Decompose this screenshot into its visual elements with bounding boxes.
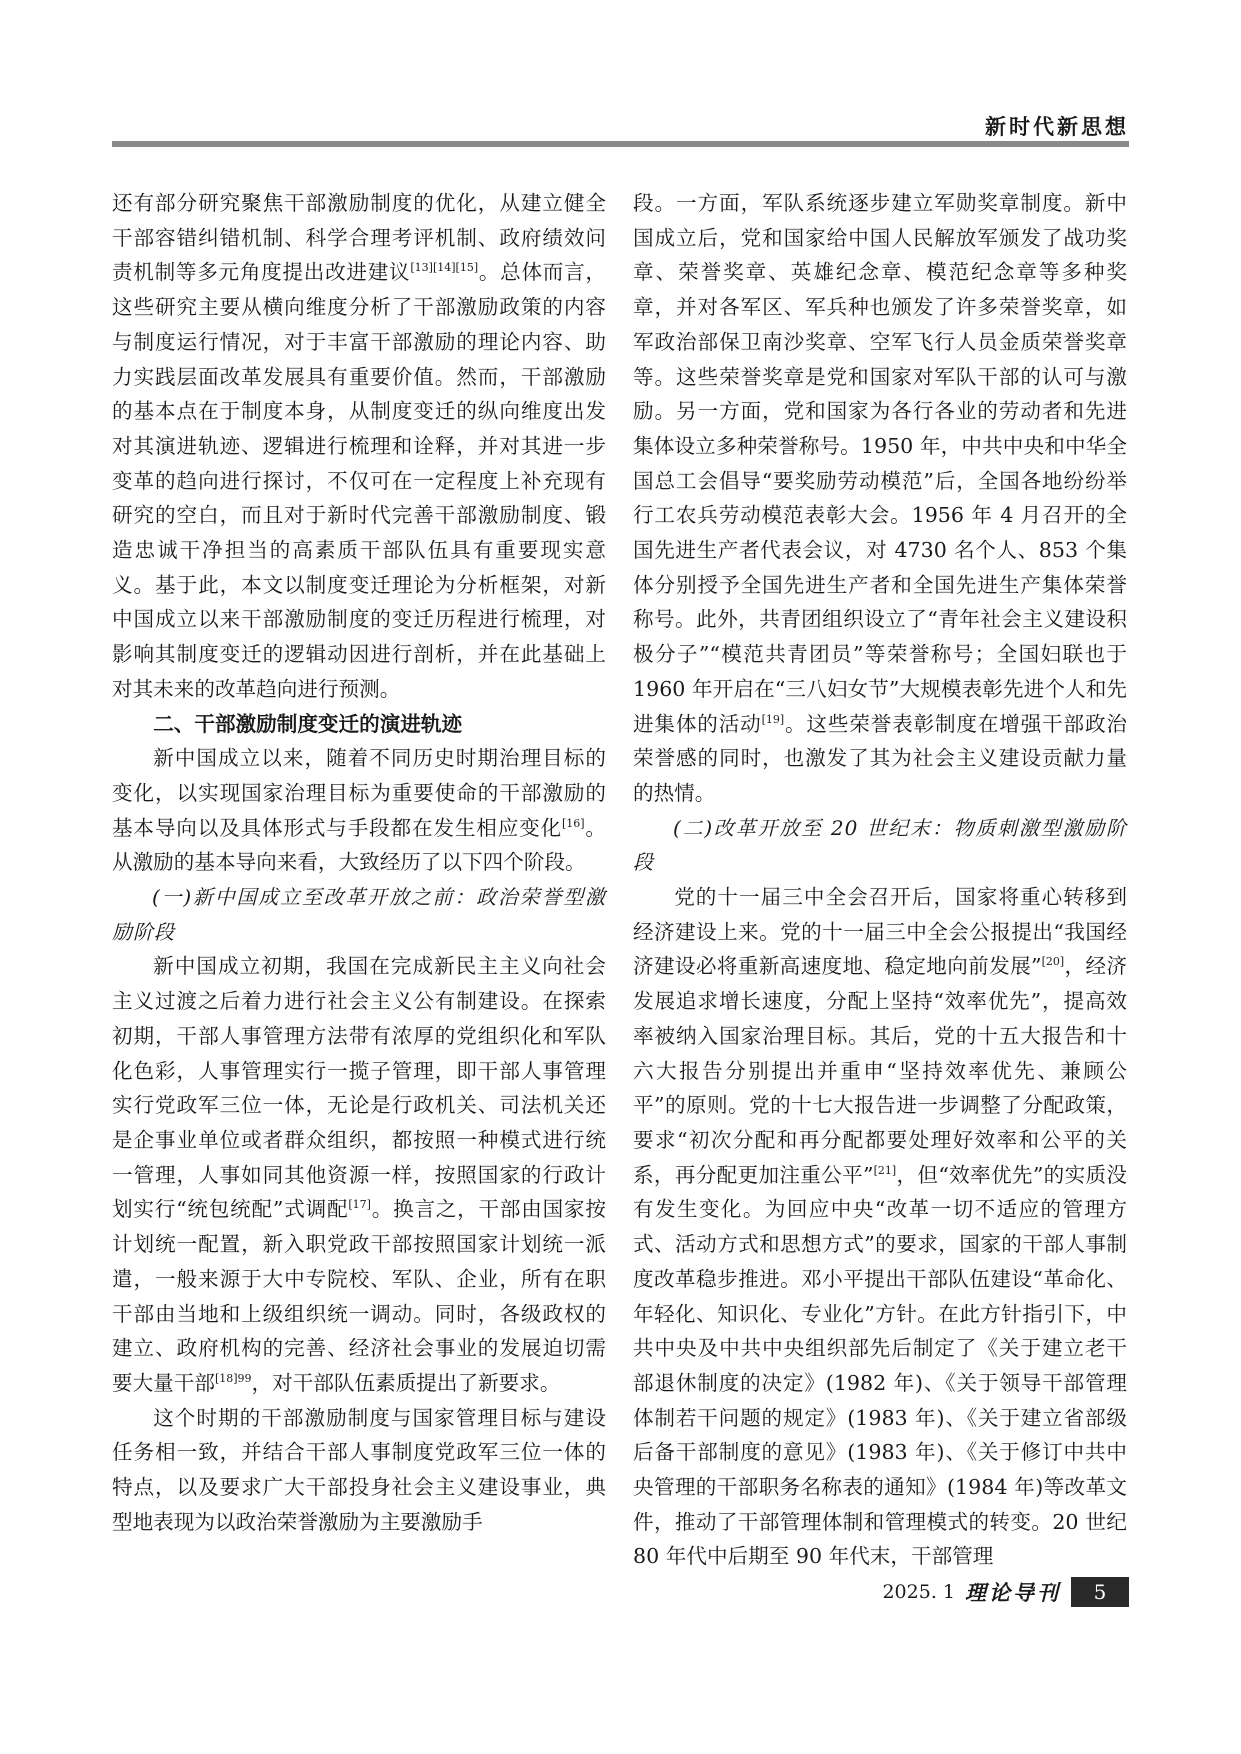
running-header: 新时代新思想 — [985, 115, 1129, 139]
paragraph: 新中国成立以来，随着不同历史时期治理目标的变化，以实现国家治理目标为重要使命的干部激励的基本导向以及具体形式与手段都在发生相应变化[16]。从激励的基本导向来看，大致经历了以下四个阶段。 — [112, 746, 607, 875]
citation: [20] — [1041, 955, 1065, 969]
page-number: 5 — [1071, 1577, 1129, 1607]
citation: [18]99 — [214, 1371, 252, 1385]
paragraph: 这个时期的干部激励制度与国家管理目标与建设任务相一致，并结合干部人事制度党政军三位一体的特点，以及要求广大干部投身社会主义建设事业，典型地表现为以政治荣誉激励为主要激励手 — [112, 1405, 606, 1534]
citation: [21] — [873, 1163, 897, 1177]
left-column — [112, 186, 606, 1539]
paragraph: 还有部分研究聚焦干部激励制度的优化，从建立健全干部容错纠错机制、科学合理考评机制、政府绩效问责机制等多元角度提出改进建议[13][14][15]。总体而言，这些研究主要从横向维度分析了干部激励政策的内容与制度运行情况，对于丰富干部激励的理论内容、助力实践层面改革发展具有重要价值。然而，干部激励的基本点在于制度本身，从制度变迁的纵向维度出发对其演进轨迹、逻辑进行梳理和诠释，并对其进一步变革的趋向进行探讨，不仅可在一定程度上补充现有研究的空白，而且对于新时代完善干部激励制度、锻造忠诚干净担当的高素质干部队伍具有重要现实意义。基于此，本文以制度变迁理论为分析框架，对新中国成立以来干部激励制度的变迁历程进行梳理，对影响其制度变迁的逻辑动因进行剖析，并在此基础上对其未来的改革趋向进行预测。 — [112, 191, 606, 701]
paragraph: 新中国成立初期，我国在完成新民主主义向社会主义过渡之后着力进行社会主义公有制建设。在探索初期，干部人事管理方法带有浓厚的党组织化和军队化色彩，人事管理实行一揽子管理，即干部人事管理实行党政军三位一体，无论是行政机关、司法机关还是企事业单位或者群众组织，都按照一种模式进行统一管理，人事如同其他资源一样，按照国家的行政计划实行“统包统配”式调配[17]。换言之，干部由国家按计划统一配置，新入职党政干部按照国家计划统一派遣，一般来源于大中专院校、军队、企业，所有在职干部由当地和上级组织统一调动。同时，各级政权的建立、政府机构的完善、经济社会事业的发展迫切需要大量干部$^{[18]99}$，对干部队伍素质提出了新要求。 — [112, 954, 607, 1395]
right-column — [633, 186, 1127, 1574]
paragraph: 党的十一届三中全会召开后，国家将重心转移到经济建设上来。党的十一届三中全会公报提出“我国经济建设必将重新高速度地、稳定地向前发展”[20]，经济发展追求增长速度，分配上坚持“效率优先”，提高效率被纳入国家治理目标。其后，党的十五大报告和十六大报告分别提出并重申“坚持效率优先、兼顾公平”的原则。党的十七大报告进一步调整了分配政策，要求“初次分配和再分配都要处理好效率和公平的关系，再分配更加注重公平”[21]，但“效率优先”的实质没有发生变化。为回应中央“改革一切不适应的管理方式、活动方式和思想方式”的要求，国家的干部人事制度改革稳步推进。邓小平提出干部队伍建设“革命化、年轻化、知识化、专业化”方针。在此方针指引下，中共中央及中共中央组织部先后制定了《关于建立老干部退休制度的决定》(1982 年)、《关于领导干部管理体制若干问题的规定》(1983 年)、《关于建立省部级后备干部制度的意见》(1983 年)、《关于修订中共中央管理的干部职务名称表的通知》(1984 年)等改革文件，推动了干部管理体制和管理模式的转变。20 世纪 80 年代中后期至 90 年代末，干部管理 — [633, 885, 1128, 1569]
page-footer — [882, 1577, 1129, 1607]
paragraph: 段。一方面，军队系统逐步建立军勋奖章制度。新中国成立后，党和国家给中国人民解放军颁发了战功奖章、荣誉奖章、英雄纪念章、模范纪念章等多种奖章，并对各军区、军兵种也颁发了许多荣誉奖章，如军政治部保卫南沙奖章、空军飞行人员金质荣誉奖章等。这些荣誉奖章是党和国家对军队干部的认可与激励。另一方面，党和国家为各行各业的劳动者和先进集体设立多种荣誉称号。1950 年，中共中央和中华全国总工会倡导“要奖励劳动模范”后，全国各地纷纷举行工农兵劳动模范表彰大会。1956 年 4 月召开的全国先进生产者代表会议，对 4730 名个人、853 个集体分别授予全国先进生产者和全国先进生产集体荣誉称号。此外，共青团组织设立了“青年社会主义建设积极分子”“模范共青团员”等荣誉称号；全国妇联也于 1960 年开启在“三八妇女节”大规模表彰先进个人和先进集体的活动[19]。这些荣誉表彰制度在增强干部政治荣誉感的同时，也激发了其为社会主义建设贡献力量的热情。 — [633, 191, 1128, 805]
citation: [13][14][15] — [410, 261, 479, 275]
issue-number: 2025. 1 — [882, 1581, 955, 1603]
citation: [16] — [561, 816, 585, 830]
header-rule — [112, 141, 1129, 147]
subsection-heading: (一)新中国成立至改革开放之前：政治荣誉型激励阶段 — [112, 885, 606, 944]
citation: [19] — [761, 712, 785, 726]
section-heading: 二、干部激励制度变迁的演进轨迹 — [153, 711, 463, 736]
subsection-heading: (二)改革开放至 20 世纪末：物质刺激型激励阶段 — [633, 815, 1127, 875]
citation: [17] — [348, 1198, 371, 1212]
journal-title: 理论导刊 — [965, 1580, 1061, 1605]
